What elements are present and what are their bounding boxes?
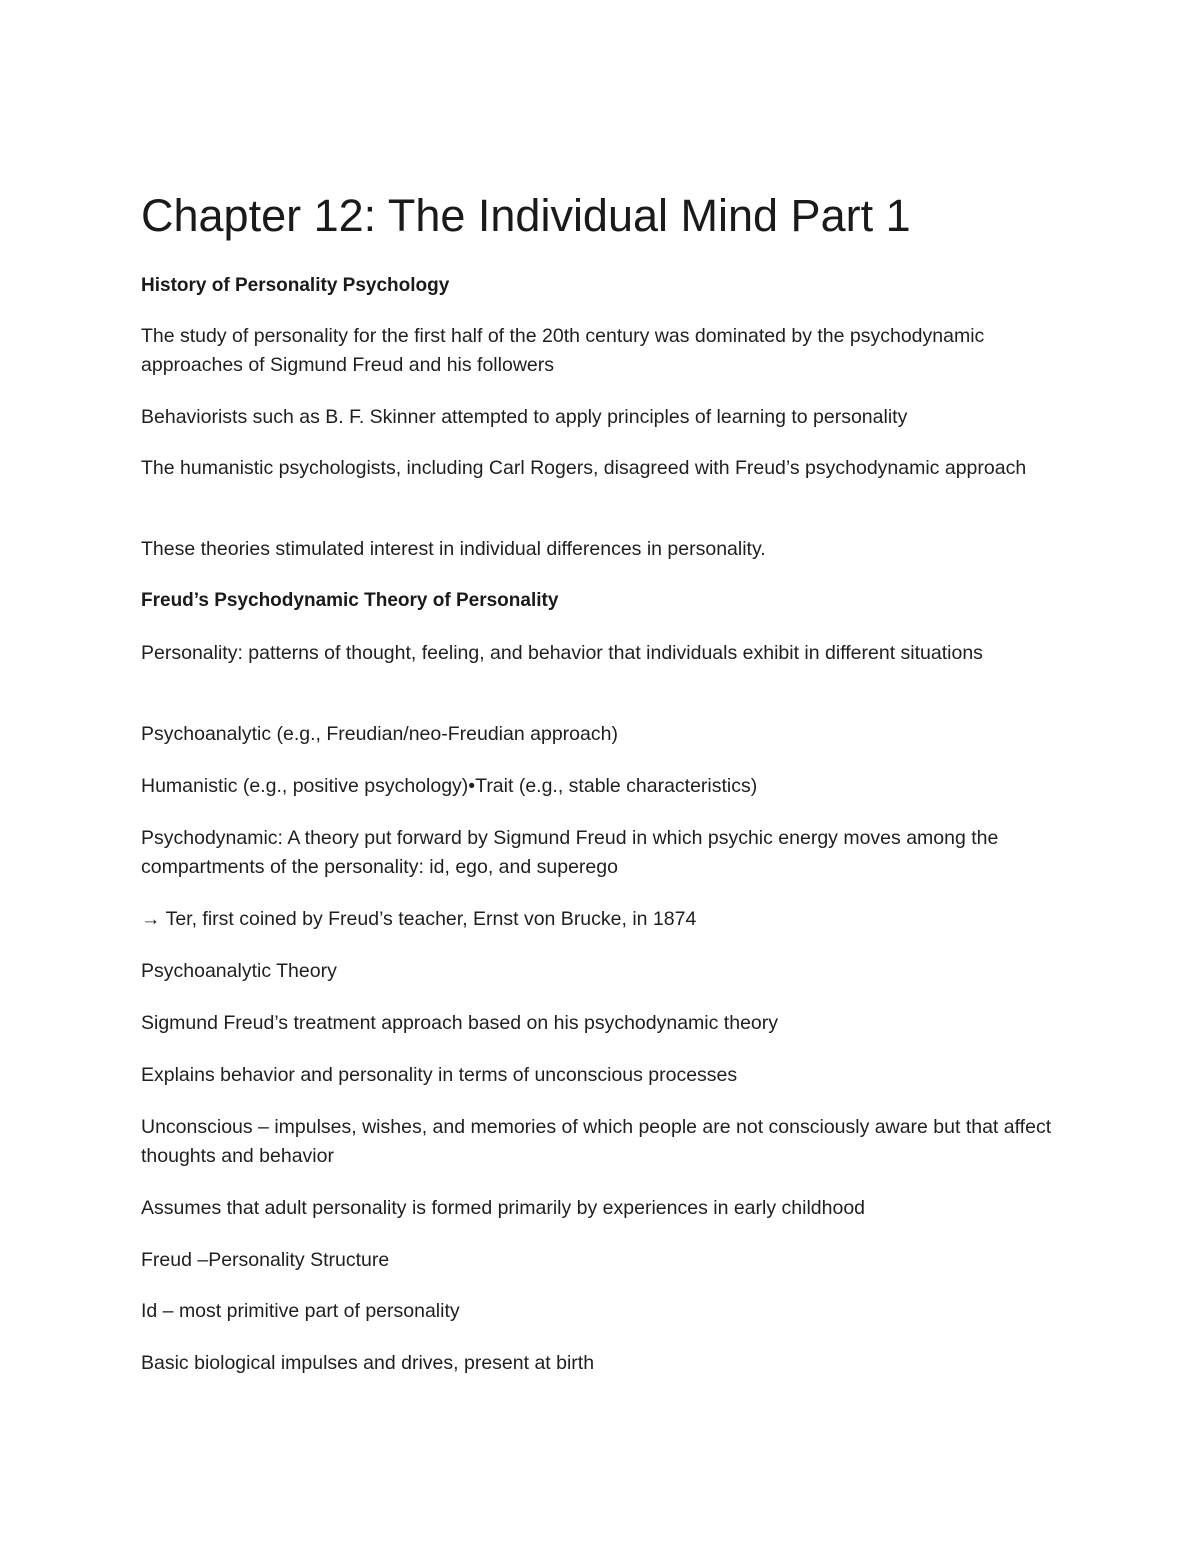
paragraph: Sigmund Freud’s treatment approach based on his psychodynamic theory — [141, 1012, 778, 1034]
paragraph: Psychoanalytic (e.g., Freudian/neo-Freudian approach) — [141, 723, 618, 745]
paragraph: Unconscious – impulses, wishes, and memories of which people are not consciously aware but that affect thoughts and behavior — [141, 1116, 1052, 1167]
paragraph: Assumes that adult personality is formed primarily by experiences in early childhood — [141, 1197, 866, 1219]
paragraph: Id – most primitive part of personality — [141, 1300, 460, 1322]
section-heading-history: History of Personality Psychology — [141, 275, 450, 296]
paragraph: These theories stimulated interest in individual differences in personality. — [141, 538, 766, 560]
section-heading-freud: Freud’s Psychodynamic Theory of Personality — [141, 590, 559, 611]
paragraph: → Ter, first coined by Freud’s teacher, Ernst von Brucke, in 1874 — [141, 908, 697, 930]
paragraph: Psychodynamic: A theory put forward by Sigmund Freud in which psychic energy moves among the compartments of the personality: id, ego, and superego — [141, 827, 999, 878]
paragraph: Personality: patterns of thought, feeling, and behavior that individuals exhibit in different situations — [141, 642, 983, 664]
paragraph: Humanistic (e.g., positive psychology)•Trait (e.g., stable characteristics) — [141, 775, 758, 797]
paragraph: Behaviorists such as B. F. Skinner attempted to apply principles of learning to personality — [141, 406, 908, 428]
paragraph: Basic biological impulses and drives, present at birth — [141, 1352, 595, 1374]
paragraph: Freud –Personality Structure — [141, 1249, 390, 1271]
paragraph: Psychoanalytic Theory — [141, 960, 337, 982]
document-title: Chapter 12: The Individual Mind Part 1 — [141, 190, 911, 241]
paragraph: The study of personality for the first half of the 20th century was dominated by the psychodynamic approaches of Sigmund Freud and his followers — [141, 325, 985, 376]
paragraph: Explains behavior and personality in terms of unconscious processes — [141, 1064, 738, 1086]
paragraph: The humanistic psychologists, including Carl Rogers, disagreed with Freud’s psychodynamic approach — [141, 457, 1027, 479]
